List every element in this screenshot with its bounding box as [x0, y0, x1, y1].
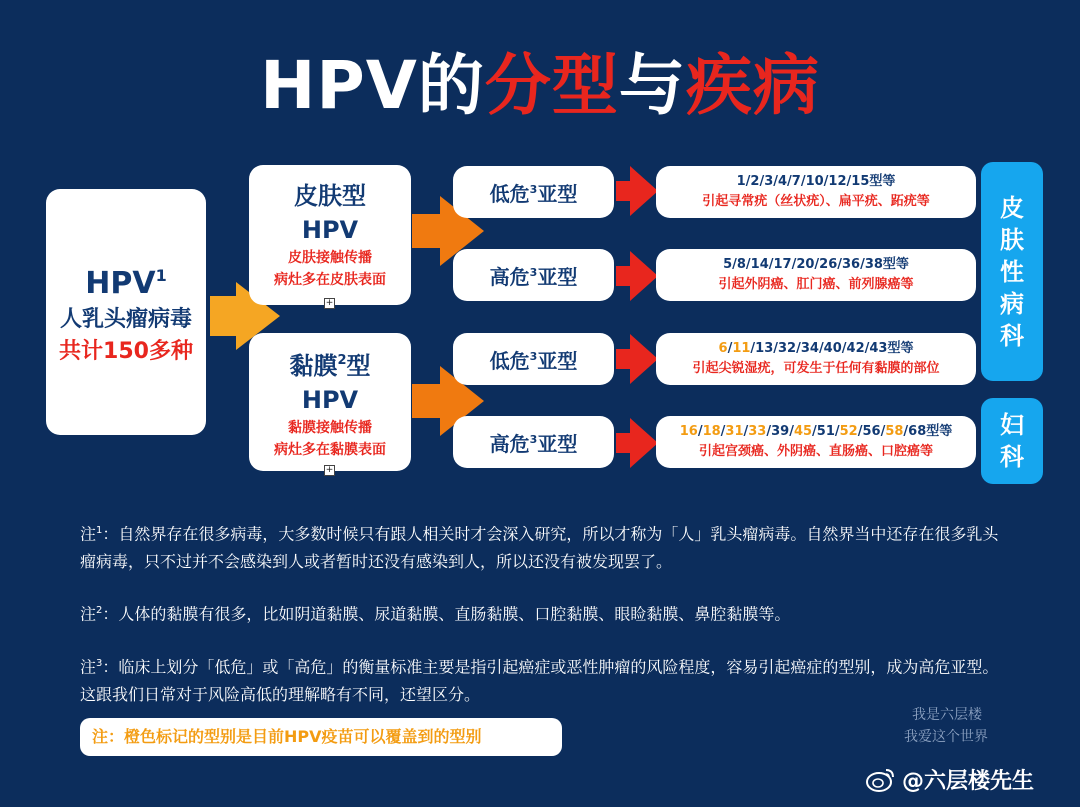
arrow-risk3	[616, 334, 658, 384]
vaccine-coverage-note: 注：橙色标记的型别是目前HPV疫苗可以覆盖到的型别	[80, 718, 562, 756]
disease-box-2: 5/8/14/17/20/26/36/38型等 引起外阴癌、肛门癌、前列腺癌等	[656, 249, 976, 301]
dept-dermatology: 皮 肤 性 病 科	[981, 162, 1043, 381]
disease-box-1: 1/2/3/4/7/10/12/15型等 引起寻常疣（丝状疣）、扁平疣、跖疣等	[656, 166, 976, 218]
arrow-risk2	[616, 251, 658, 301]
note-3: 注$^3$：临床上划分「低危」或「高危」的衡量标准主要是指引起癌症或恶性肿瘤的风险程度，容易引起癌症的型别，成为高危亚型。这跟我们日常对于风险高低的理解略有不同，还望区分。	[80, 657, 999, 705]
disease-box-4: 16/18/31/33/39/45/51/52/56/58/68型等 引起宫颈癌、外阴癌、直肠癌、口腔癌等	[656, 416, 976, 468]
page-title: HPV的分型与疾病	[260, 47, 820, 124]
risk-high-skin: 高危$^3$亚型	[453, 249, 614, 301]
dept-gynecology: 妇 科	[981, 398, 1043, 484]
risk-high-mucosa: 高危$^3$亚型	[453, 416, 614, 468]
note-1: 注$^1$：自然界存在很多病毒，大多数时候只有跟人相关时才会深入研究，所以才称为「人」乳头瘤病毒。自然界当中还存在很多乳头瘤病毒，只不过并不会感染到人或者暂时还没有感染到人，所以还没有被发现罢了。	[80, 524, 999, 572]
root-hpv-box: HPV$^1$ 人乳头瘤病毒 共计150多种	[46, 189, 206, 435]
note-2: 注$^2$：人体的黏膜有很多，比如阴道黏膜、尿道黏膜、直肠黏膜、口腔黏膜、眼睑黏膜、鼻腔黏膜等。	[80, 604, 791, 624]
expand-plus-icon[interactable]: +	[325, 465, 334, 475]
disease-box-3: 6/11/13/32/34/40/42/43型等 引起尖锐湿疣，可发生于任何有黏膜的部位	[656, 333, 976, 385]
skin-type-box: 皮肤型 HPV 皮肤接触传播 病灶多在皮肤表面	[249, 165, 411, 305]
expand-plus-icon[interactable]: +	[325, 298, 334, 308]
arrow-risk1	[616, 166, 658, 216]
risk-low-skin: 低危$^3$亚型	[453, 166, 614, 218]
mucosa-type-box: 黏膜$^2$型 HPV 黏膜接触传播 病灶多在黏膜表面	[249, 333, 411, 471]
watermark: 我是六层楼 我爱这个世界	[904, 707, 988, 745]
weibo-icon	[866, 767, 896, 793]
arrow-risk4	[616, 418, 658, 468]
risk-low-mucosa: 低危$^3$亚型	[453, 333, 614, 385]
weibo-credit: @六层楼先生	[866, 764, 1034, 795]
